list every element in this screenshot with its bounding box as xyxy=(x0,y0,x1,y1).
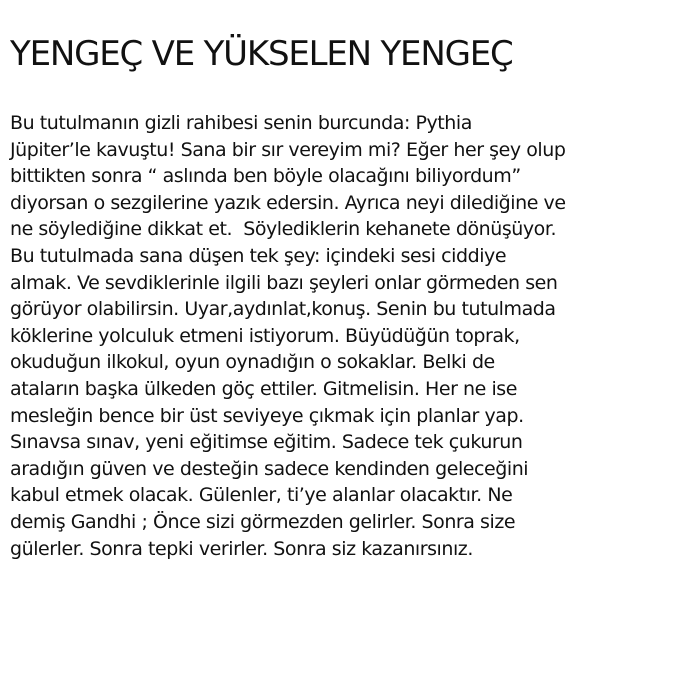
body-line: almak. Ve sevdiklerinle ilgili bazı şeyleri onlar görmeden sen xyxy=(10,271,558,294)
body-line: bittikten sonra “ aslında ben böyle olacağını biliyordum” xyxy=(10,165,521,188)
body-line: köklerine yolculuk etmeni istiyorum. Büyüdüğün toprak, xyxy=(10,324,520,347)
body-line: kabul etmek olacak. Gülenler, ti’ye alanlar olacaktır. Ne xyxy=(10,484,513,507)
body-line: gülerler. Sonra tepki verirler. Sonra siz kazanırsınız. xyxy=(10,537,473,560)
body-line: görüyor olabilirsin. Uyar,aydınlat,konuş. Senin bu tutulmada xyxy=(10,298,556,321)
body-line: Sınavsa sınav, yeni eğitimse eğitim. Sadece tek çukurun xyxy=(10,431,523,454)
body-line: Bu tutulmanın gizli rahibesi senin burcunda: Pythia xyxy=(10,112,472,134)
body-line: Jüpiter’le kavuştu! Sana bir sır vereyim mi? Eğer her şey olup xyxy=(10,138,566,161)
body-line: ne söylediğine dikkat et. Söylediklerin kehanete dönüşüyor. xyxy=(10,218,557,241)
body-line: mesleğin bence bir üst seviyeye çıkmak için planlar yap. xyxy=(10,404,524,427)
body-line: okuduğun ilkokul, oyun oynadığın o sokaklar. Belki de xyxy=(10,351,495,374)
body-line: diyorsan o sezgilerine yazık edersin. Ayrıca neyi dilediğine ve xyxy=(10,191,566,214)
body-line: aradığın güven ve desteğin sadece kendinden geleceğini xyxy=(10,457,529,480)
body-line: Bu tutulmada sana düşen tek şey: içindeki sesi ciddiye xyxy=(10,244,507,267)
body-line: ataların başka ülkeden göç ettiler. Gitmelisin. Her ne ise xyxy=(10,377,517,400)
body-line: demiş Gandhi ; Önce sizi görmezden gelirler. Sonra size xyxy=(10,510,516,533)
document-title: YENGEÇ VE YÜKSELEN YENGEÇ xyxy=(10,34,513,74)
document-body xyxy=(10,110,700,562)
